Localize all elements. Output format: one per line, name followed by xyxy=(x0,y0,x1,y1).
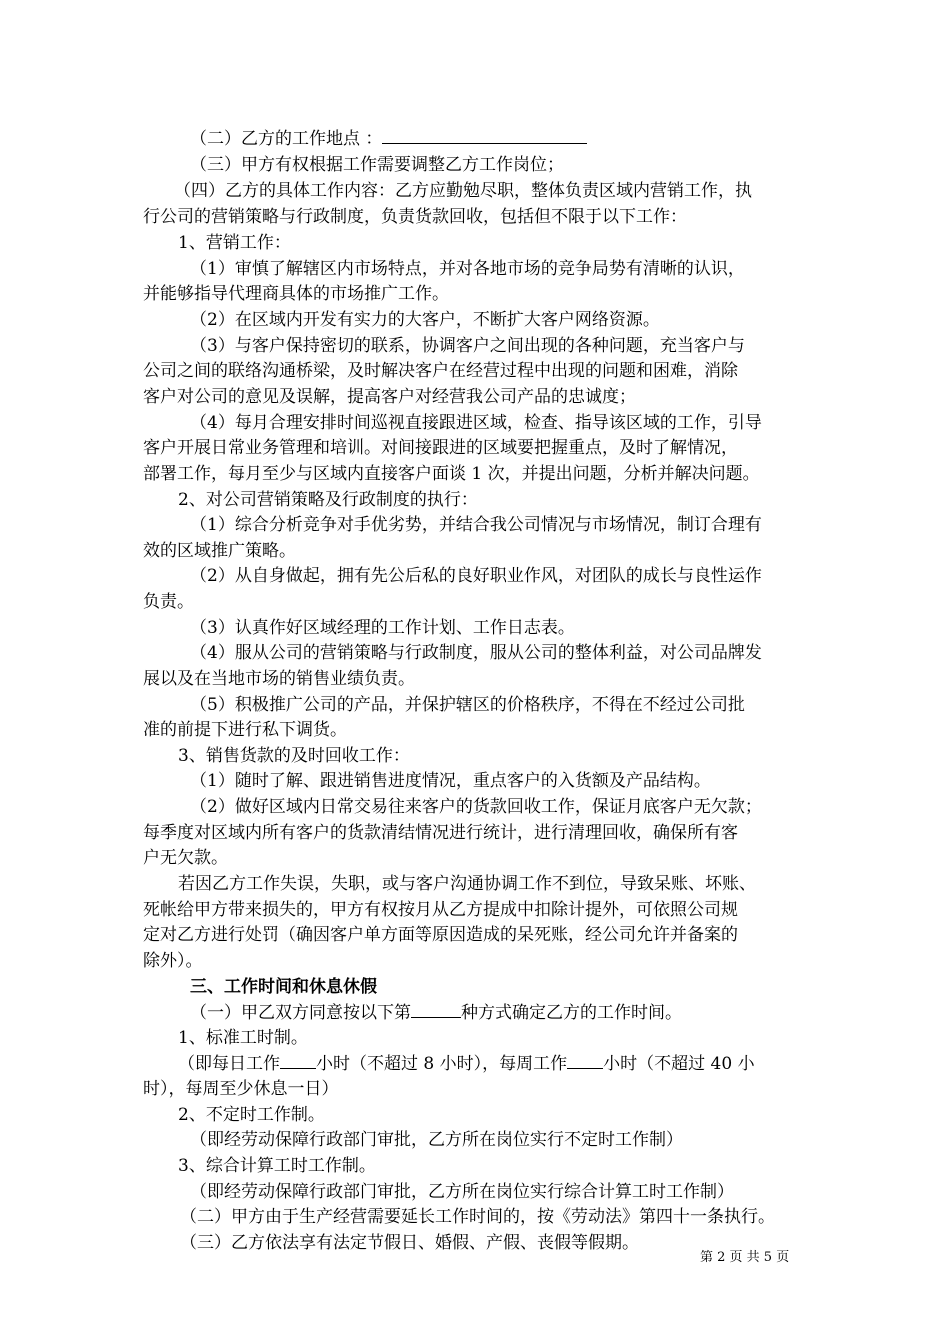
text-line: 效的区域推广策略。 xyxy=(143,541,296,561)
text-line: 3、综合计算工时工作制。 xyxy=(178,1156,376,1176)
standard-hours-line xyxy=(178,1050,755,1076)
text-line: 死帐给甲方带来损失的，甲方有权按月从乙方提成中扣除计提外，可依照公司规 xyxy=(143,900,738,920)
text: 小时（不超过 8 小时），每周工作 xyxy=(316,1054,568,1074)
work-location-line xyxy=(190,125,587,151)
section-heading: 3、销售货款的及时回收工作： xyxy=(178,746,410,766)
text-line: 行公司的营销策略与行政制度，负责货款回收，包括但不限于以下工作： xyxy=(143,207,687,227)
text-line: （5）积极推广公司的产品，并保护辖区的价格秩序，不得在不经过公司批 xyxy=(190,695,745,715)
text-line: （三）甲方有权根据工作需要调整乙方工作岗位； xyxy=(190,155,564,175)
text-line: （4）每月合理安排时间巡视直接跟进区域，检查、指导该区域的工作，引导 xyxy=(190,413,762,433)
section-heading: 1、营销工作： xyxy=(178,233,291,253)
text-line: 客户开展日常业务管理和培训。对间接跟进的区域要把握重点，及时了解情况， xyxy=(143,438,738,458)
text-line: 若因乙方工作失误，失职，或与客户沟通协调工作不到位，导致呆账、坏账、 xyxy=(178,874,756,894)
weekly-hours-blank xyxy=(567,1050,603,1069)
text: （即每日工作 xyxy=(178,1054,280,1074)
text-line: 准的前提下进行私下调货。 xyxy=(143,720,347,740)
text-line: 展以及在当地市场的销售业绩负责。 xyxy=(143,669,415,689)
text-line: 除外）。 xyxy=(143,951,203,971)
text: （一）甲乙双方同意按以下第 xyxy=(190,1003,411,1023)
text-line: 客户对公司的意见及误解，提高客户对经营我公司产品的忠诚度； xyxy=(143,387,636,407)
text-line: 并能够指导代理商具体的市场推广工作。 xyxy=(143,284,449,304)
text-line: （2）从自身做起，拥有先公后私的良好职业作风，对团队的成长与良性运作 xyxy=(190,566,762,586)
text-line: 时），每周至少休息一日） xyxy=(143,1079,339,1099)
text-line: （2）在区域内开发有实力的大客户，不断扩大客户网络资源。 xyxy=(190,310,660,330)
text-line: （1）随时了解、跟进销售进度情况，重点客户的入货额及产品结构。 xyxy=(190,771,711,791)
daily-hours-blank xyxy=(280,1050,316,1069)
text-line: 部署工作，每月至少与区域内直接客户面谈 1 次，并提出问题，分析并解决问题。 xyxy=(143,464,760,484)
text-line: 负责。 xyxy=(143,592,194,612)
text-line: （3）与客户保持密切的联系，协调客户之间出现的各种问题，充当客户与 xyxy=(190,336,745,356)
text-line: （3）认真作好区域经理的工作计划、工作日志表。 xyxy=(190,618,575,638)
text-line: 每季度对区域内所有客户的货款清结情况进行统计，进行清理回收，确保所有客 xyxy=(143,823,738,843)
text-line: （二）甲方由于生产经营需要延长工作时间的，按《劳动法》第四十一条执行。 xyxy=(180,1207,775,1227)
work-location-blank xyxy=(382,125,587,144)
page-number: 第 2 页 共 5 页 xyxy=(700,1250,790,1265)
text: 种方式确定乙方的工作时间。 xyxy=(461,1003,682,1023)
text-line: 2、不定时工作制。 xyxy=(178,1105,325,1125)
text-line: （三）乙方依法享有法定节假日、婚假、产假、丧假等假期。 xyxy=(180,1233,639,1253)
text: （二）乙方的工作地点 ： xyxy=(190,129,383,149)
text-line: （即经劳动保障行政部门审批，乙方所在岗位实行综合计算工时工作制） xyxy=(190,1182,734,1202)
chapter-heading: 三、工作时间和休息休假 xyxy=(190,977,377,997)
text-line: 公司之间的联络沟通桥梁，及时解决客户在经营过程中出现的问题和困难，消除 xyxy=(143,361,738,381)
text-line: （4）服从公司的营销策略与行政制度，服从公司的整体利益，对公司品牌发 xyxy=(190,643,762,663)
work-hours-choice-line xyxy=(190,999,682,1025)
work-hours-type-blank xyxy=(411,999,461,1018)
text-line: （四）乙方的具体工作内容：乙方应勤勉尽职，整体负责区域内营销工作，执 xyxy=(174,181,752,201)
text-line: （2）做好区域内日常交易往来客户的货款回收工作，保证月底客户无欠款； xyxy=(190,797,762,817)
section-heading: 2、对公司营销策略及行政制度的执行： xyxy=(178,490,478,510)
text-line: （1）审慎了解辖区内市场特点，并对各地市场的竞争局势有清晰的认识， xyxy=(190,259,745,279)
text-line: （即经劳动保障行政部门审批，乙方所在岗位实行不定时工作制） xyxy=(190,1130,683,1150)
text-line: 户无欠款。 xyxy=(143,848,228,868)
text-line: 定对乙方进行处罚（确因客户单方面等原因造成的呆死账，经公司允许并备案的 xyxy=(143,925,738,945)
text: 小时（不超过 40 小 xyxy=(603,1054,755,1074)
text-line: （1）综合分析竞争对手优劣势，并结合我公司情况与市场情况，制订合理有 xyxy=(190,515,762,535)
text-line: 1、标准工时制。 xyxy=(178,1028,308,1048)
